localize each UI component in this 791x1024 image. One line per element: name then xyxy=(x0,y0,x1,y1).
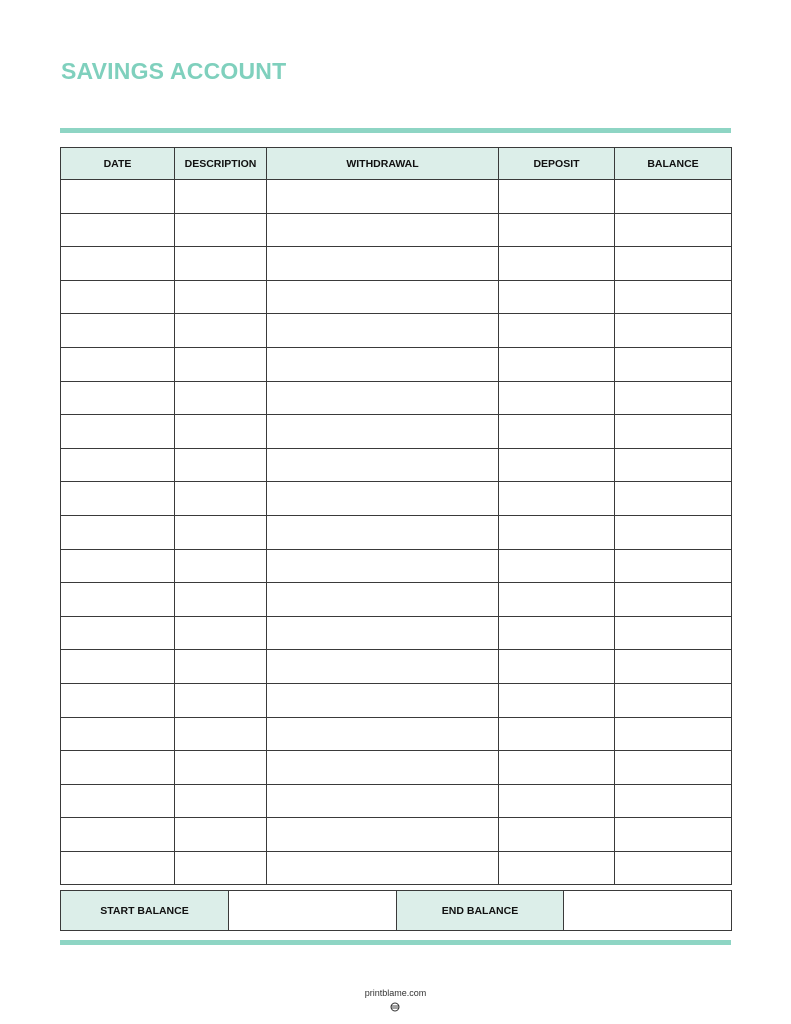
cell-description[interactable] xyxy=(175,616,267,650)
cell-date[interactable] xyxy=(61,515,175,549)
table-row xyxy=(61,448,732,482)
cell-withdrawal[interactable] xyxy=(267,247,499,281)
table-row xyxy=(61,213,732,247)
cell-deposit[interactable] xyxy=(499,347,615,381)
cell-description[interactable] xyxy=(175,448,267,482)
cell-withdrawal[interactable] xyxy=(267,180,499,214)
column-header-withdrawal: WITHDRAWAL xyxy=(267,148,499,180)
cell-deposit[interactable] xyxy=(499,683,615,717)
ledger-table xyxy=(60,147,732,885)
cell-date[interactable] xyxy=(61,415,175,449)
cell-date[interactable] xyxy=(61,717,175,751)
table-row xyxy=(61,180,732,214)
cell-withdrawal[interactable] xyxy=(267,751,499,785)
table-row xyxy=(61,650,732,684)
cell-description[interactable] xyxy=(175,280,267,314)
cell-description[interactable] xyxy=(175,381,267,415)
cell-date[interactable] xyxy=(61,247,175,281)
table-row xyxy=(61,549,732,583)
table-row xyxy=(61,381,732,415)
cell-deposit[interactable] xyxy=(499,280,615,314)
cell-balance[interactable] xyxy=(615,650,732,684)
cell-withdrawal[interactable] xyxy=(267,280,499,314)
cell-balance[interactable] xyxy=(615,549,732,583)
cell-date[interactable] xyxy=(61,751,175,785)
cell-balance[interactable] xyxy=(615,818,732,852)
cell-balance[interactable] xyxy=(615,448,732,482)
column-header-date: DATE xyxy=(61,148,175,180)
balance-summary xyxy=(60,890,732,931)
start-balance-label: START BALANCE xyxy=(61,891,229,931)
cell-description[interactable] xyxy=(175,851,267,885)
cell-description[interactable] xyxy=(175,415,267,449)
table-row xyxy=(61,751,732,785)
column-header-description: DESCRIPTION xyxy=(175,148,267,180)
cell-withdrawal[interactable] xyxy=(267,683,499,717)
table-row xyxy=(61,683,732,717)
cell-withdrawal[interactable] xyxy=(267,818,499,852)
table-row xyxy=(61,784,732,818)
cell-date[interactable] xyxy=(61,851,175,885)
cell-withdrawal[interactable] xyxy=(267,213,499,247)
cell-description[interactable] xyxy=(175,717,267,751)
table-row xyxy=(61,616,732,650)
printblame-logo-icon xyxy=(390,1002,400,1012)
cell-description[interactable] xyxy=(175,751,267,785)
cell-withdrawal[interactable] xyxy=(267,381,499,415)
cell-date[interactable] xyxy=(61,583,175,617)
cell-deposit[interactable] xyxy=(499,515,615,549)
cell-withdrawal[interactable] xyxy=(267,549,499,583)
cell-deposit[interactable] xyxy=(499,180,615,214)
cell-balance[interactable] xyxy=(615,482,732,516)
footer-site-name: printblame.com xyxy=(364,988,427,998)
cell-date[interactable] xyxy=(61,482,175,516)
table-row xyxy=(61,583,732,617)
cell-date[interactable] xyxy=(61,549,175,583)
cell-date[interactable] xyxy=(61,818,175,852)
cell-description[interactable] xyxy=(175,650,267,684)
table-row xyxy=(61,515,732,549)
table-row xyxy=(61,482,732,516)
cell-balance[interactable] xyxy=(615,415,732,449)
cell-date[interactable] xyxy=(61,180,175,214)
cell-date[interactable] xyxy=(61,650,175,684)
cell-withdrawal[interactable] xyxy=(267,448,499,482)
cell-deposit[interactable] xyxy=(499,213,615,247)
cell-deposit[interactable] xyxy=(499,381,615,415)
cell-balance[interactable] xyxy=(615,784,732,818)
cell-description[interactable] xyxy=(175,818,267,852)
cell-balance[interactable] xyxy=(615,381,732,415)
cell-balance[interactable] xyxy=(615,213,732,247)
cell-deposit[interactable] xyxy=(499,784,615,818)
cell-date[interactable] xyxy=(61,280,175,314)
cell-date[interactable] xyxy=(61,314,175,348)
cell-description[interactable] xyxy=(175,347,267,381)
cell-deposit[interactable] xyxy=(499,616,615,650)
cell-balance[interactable] xyxy=(615,247,732,281)
table-row xyxy=(61,851,732,885)
start-balance-field[interactable] xyxy=(229,891,397,931)
end-balance-label: END BALANCE xyxy=(397,891,564,931)
cell-date[interactable] xyxy=(61,213,175,247)
cell-deposit[interactable] xyxy=(499,448,615,482)
cell-withdrawal[interactable] xyxy=(267,851,499,885)
page-title: SAVINGS ACCOUNT xyxy=(61,58,287,84)
cell-deposit[interactable] xyxy=(499,415,615,449)
cell-description[interactable] xyxy=(175,784,267,818)
cell-withdrawal[interactable] xyxy=(267,616,499,650)
cell-deposit[interactable] xyxy=(499,751,615,785)
table-row xyxy=(61,717,732,751)
cell-date[interactable] xyxy=(61,448,175,482)
cell-deposit[interactable] xyxy=(499,482,615,516)
cell-withdrawal[interactable] xyxy=(267,314,499,348)
cell-date[interactable] xyxy=(61,616,175,650)
cell-balance[interactable] xyxy=(615,583,732,617)
cell-date[interactable] xyxy=(61,784,175,818)
cell-withdrawal[interactable] xyxy=(267,650,499,684)
cell-description[interactable] xyxy=(175,683,267,717)
cell-deposit[interactable] xyxy=(499,818,615,852)
table-row xyxy=(61,280,732,314)
ledger-header-row xyxy=(61,148,732,180)
cell-deposit[interactable] xyxy=(499,717,615,751)
cell-description[interactable] xyxy=(175,549,267,583)
cell-description[interactable] xyxy=(175,213,267,247)
cell-description[interactable] xyxy=(175,247,267,281)
cell-balance[interactable] xyxy=(615,717,732,751)
cell-description[interactable] xyxy=(175,314,267,348)
top-divider xyxy=(60,128,731,133)
cell-date[interactable] xyxy=(61,347,175,381)
cell-balance[interactable] xyxy=(615,851,732,885)
cell-deposit[interactable] xyxy=(499,549,615,583)
cell-date[interactable] xyxy=(61,381,175,415)
cell-deposit[interactable] xyxy=(499,314,615,348)
cell-deposit[interactable] xyxy=(499,650,615,684)
table-row xyxy=(61,818,732,852)
cell-withdrawal[interactable] xyxy=(267,784,499,818)
column-header-balance: BALANCE xyxy=(615,148,732,180)
cell-date[interactable] xyxy=(61,683,175,717)
cell-balance[interactable] xyxy=(615,616,732,650)
cell-deposit[interactable] xyxy=(499,851,615,885)
cell-description[interactable] xyxy=(175,482,267,516)
cell-balance[interactable] xyxy=(615,180,732,214)
cell-balance[interactable] xyxy=(615,515,732,549)
cell-withdrawal[interactable] xyxy=(267,482,499,516)
cell-withdrawal[interactable] xyxy=(267,415,499,449)
cell-withdrawal[interactable] xyxy=(267,583,499,617)
cell-withdrawal[interactable] xyxy=(267,717,499,751)
bottom-divider xyxy=(60,940,731,945)
cell-deposit[interactable] xyxy=(499,247,615,281)
table-row xyxy=(61,347,732,381)
table-row xyxy=(61,314,732,348)
cell-balance[interactable] xyxy=(615,314,732,348)
cell-description[interactable] xyxy=(175,180,267,214)
table-row xyxy=(61,247,732,281)
cell-balance[interactable] xyxy=(615,280,732,314)
cell-deposit[interactable] xyxy=(499,583,615,617)
cell-description[interactable] xyxy=(175,515,267,549)
end-balance-field[interactable] xyxy=(564,891,732,931)
cell-description[interactable] xyxy=(175,583,267,617)
cell-balance[interactable] xyxy=(615,683,732,717)
cell-balance[interactable] xyxy=(615,751,732,785)
table-row xyxy=(61,415,732,449)
column-header-deposit: DEPOSIT xyxy=(499,148,615,180)
cell-withdrawal[interactable] xyxy=(267,515,499,549)
cell-withdrawal[interactable] xyxy=(267,347,499,381)
cell-balance[interactable] xyxy=(615,347,732,381)
